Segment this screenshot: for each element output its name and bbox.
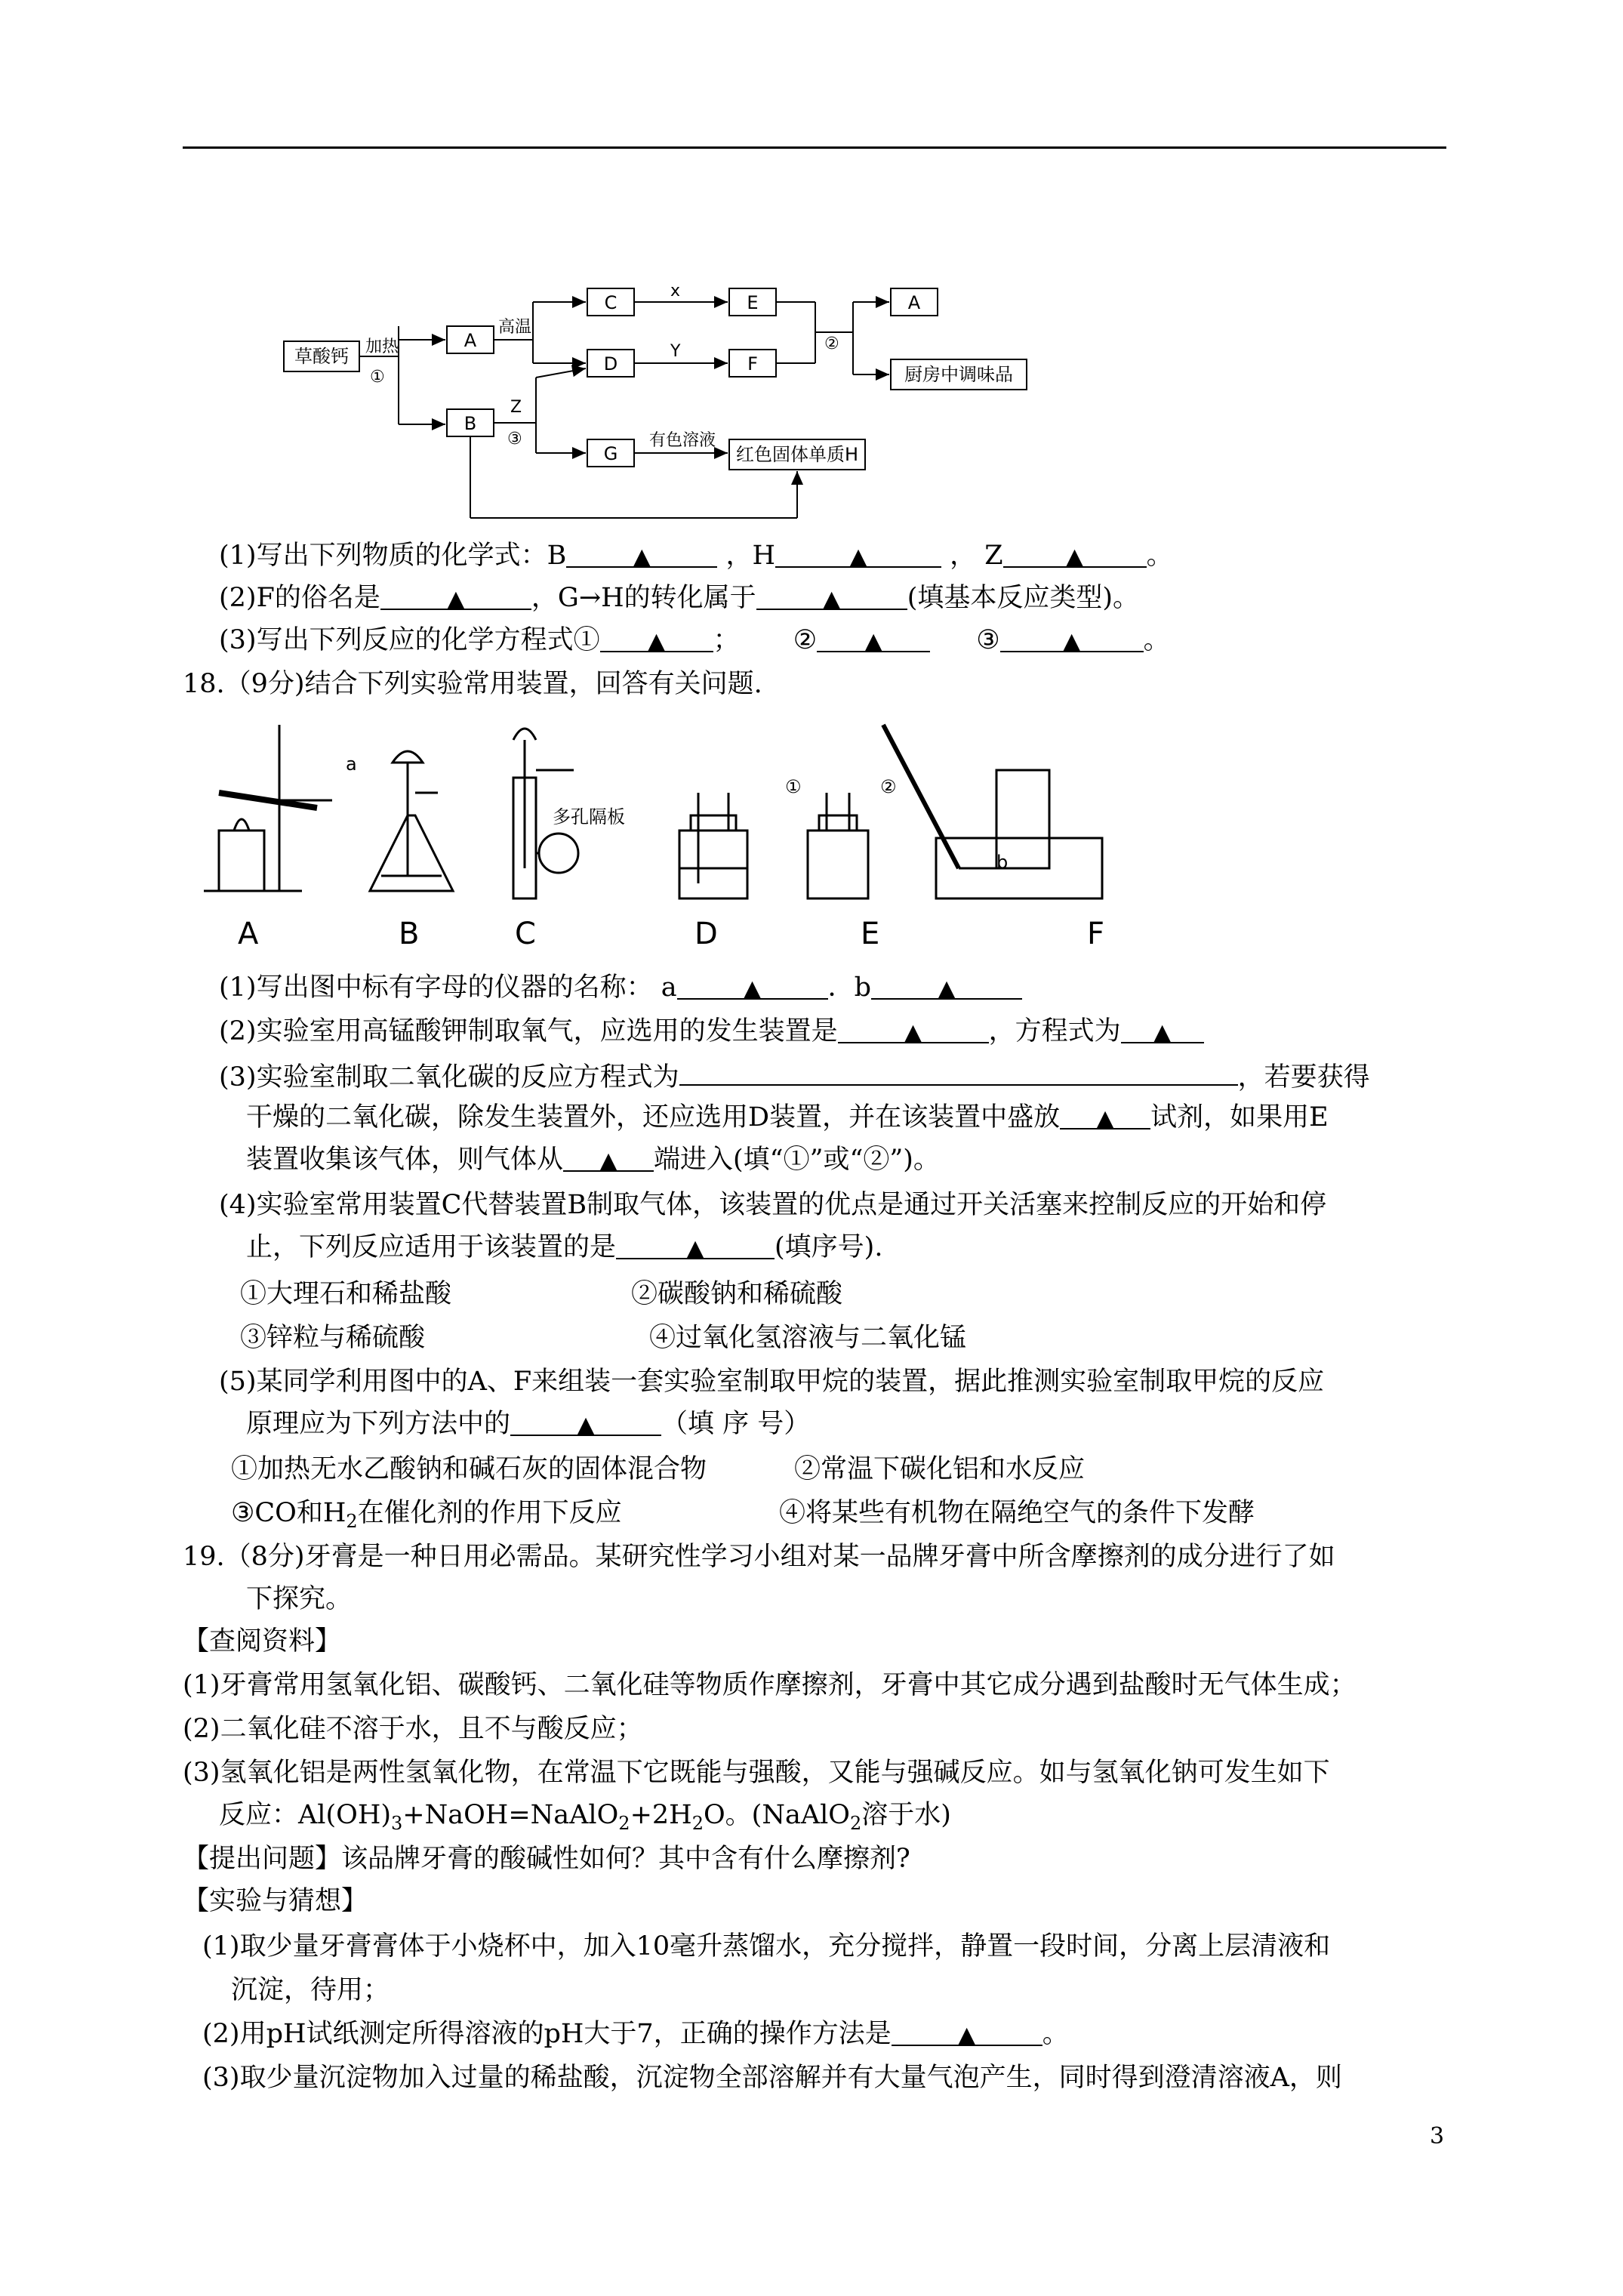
edge-y-label: Y xyxy=(670,342,681,361)
q19-ref1: (1)牙膏常用氢氧化铝、碳酸钙、二氧化硅等物质作摩擦剂，牙膏中其它成分遇到盐酸时无气体生成； xyxy=(183,1670,1357,1700)
answer-blank[interactable]: ▲ xyxy=(677,971,828,1000)
edge-colored-solution-label: 有色溶液 xyxy=(649,431,716,450)
answer-blank[interactable]: ▲ xyxy=(1060,1101,1150,1130)
answer-blank[interactable]: ▲ xyxy=(892,2017,1042,2046)
q18-p4-line2: 止，下列反应适用于该装置的是 ▲ (填序号). xyxy=(246,1232,883,1262)
q19-ref2: (2)二氧化硅不溶于水，且不与酸反应； xyxy=(183,1714,643,1744)
apparatus-diagram xyxy=(189,717,1208,959)
q18-p2: (2)实验室用高锰酸钾制取氧气，应选用的发生装置是 ▲ ，方程式为 ▲ xyxy=(219,1015,1204,1048)
porous-plate-label: 多孔隔板 xyxy=(553,806,625,827)
q19-line2: 下探究。 xyxy=(246,1584,353,1614)
q18-p3-line2: 干燥的二氧化碳，除发生装置外，还应选用D装置，并在该装置中盛放 ▲ 试剂，如果用E xyxy=(246,1102,1329,1133)
edge-high-temp-label: 高温 xyxy=(498,318,532,337)
q18-p4-opt1: ①大理石和稀盐酸 xyxy=(240,1279,452,1309)
answer-blank[interactable]: ▲ xyxy=(838,1015,989,1043)
answer-blank[interactable]: ▲ xyxy=(600,624,713,652)
node-d-label: D xyxy=(603,353,618,374)
apparatus-e-label: E xyxy=(861,917,880,951)
q19-exp3: (3)取少量沉淀物加入过量的稀盐酸，沉淀物全部溶解并有大量气泡产生，同时得到澄清溶液A，则 xyxy=(202,2063,1342,2093)
q18-p5-line2: 原理应为下列方法中的 ▲ （填 序 号） xyxy=(246,1409,811,1439)
instrument-a-label: a xyxy=(346,754,357,775)
q17-line1: (1)写出下列物质的化学式：B ▲ ，H ▲ ， Z ▲ 。 xyxy=(219,541,1173,571)
edge-step1-label: ① xyxy=(370,368,385,387)
q18-p5-opt1: ①加热无水乙酸钠和碱石灰的固体混合物 xyxy=(231,1454,707,1484)
q18-title: 18.（9分)结合下列实验常用装置，回答有关问题. xyxy=(183,669,762,699)
node-kitchen-label: 厨房中调味品 xyxy=(904,364,1013,385)
q19-heading-experiment: 【实验与猜想】 xyxy=(183,1886,368,1916)
answer-blank[interactable]: ▲ xyxy=(1000,624,1144,652)
node-a-label: A xyxy=(463,330,477,351)
q18-p4-opt3: ③锌粒与稀硫酸 xyxy=(240,1323,426,1353)
q18-p3-line1: (3)实验室制取二氧化碳的反应方程式为 ，若要获得 xyxy=(219,1057,1370,1094)
q17-line2: (2)F的俗名是 ▲ ，G→H的转化属于 ▲ (填基本反应类型)。 xyxy=(219,583,1139,613)
q18-p5-opt3: ③CO和$H_2$在催化剂的作用下反应 xyxy=(231,1498,622,1532)
node-g-label: G xyxy=(603,443,618,464)
q18-p5-line1: (5)某同学利用图中的A、F来组装一套实验室制取甲烷的装置，据此推测实验室制取甲烷的反应 xyxy=(219,1367,1325,1397)
q19-question: 【提出问题】该品牌牙膏的酸碱性如何？其中含有什么摩擦剂? xyxy=(183,1844,910,1874)
answer-blank[interactable]: ▲ xyxy=(380,581,531,610)
answer-blank[interactable]: ▲ xyxy=(871,971,1022,1000)
answer-blank[interactable]: ▲ xyxy=(1121,1015,1204,1043)
node-a2-label: A xyxy=(907,292,921,313)
edge-z-label: Z xyxy=(510,398,522,417)
apparatus-f-label: F xyxy=(1087,917,1105,951)
answer-blank[interactable]: ▲ xyxy=(566,539,717,568)
q19-ref3: (3)氢氧化铝是两性氢氧化物，在常温下它既能与强酸，又能与强碱反应。如与氢氧化钠可发生如下 xyxy=(183,1758,1330,1788)
q19-line1: 19.（8分)牙膏是一种日用必需品。某研究性学习小组对某一品牌牙膏中所含摩擦剂的成分进行了如 xyxy=(183,1542,1335,1572)
flowchart-diagram xyxy=(279,279,1072,529)
node-c-label: C xyxy=(604,292,617,313)
q18-p1: (1)写出图中标有字母的仪器的名称： a ▲ ．b ▲ xyxy=(219,971,1022,1004)
node-e-label: E xyxy=(747,292,759,313)
q19-exp1-line2: 沉淀，待用； xyxy=(231,1975,390,2005)
port2-label: ② xyxy=(880,776,897,797)
q19-exp1-line1: (1)取少量牙膏膏体于小烧杯中，加入10毫升蒸馏水，充分搅拌，静置一段时间，分离上层清液和 xyxy=(202,1931,1331,1962)
answer-blank[interactable]: ▲ xyxy=(775,539,941,568)
apparatus-b-label: B xyxy=(399,917,420,951)
answer-blank[interactable]: ▲ xyxy=(1003,539,1147,568)
apparatus-d-label: D xyxy=(694,917,718,951)
q18-p5-opt2: ②常温下碳化铝和水反应 xyxy=(794,1454,1086,1484)
answer-blank[interactable]: ▲ xyxy=(616,1231,775,1259)
page-number: 3 xyxy=(1430,2123,1445,2150)
edge-x-label: x xyxy=(670,282,681,300)
answer-blank[interactable]: ▲ xyxy=(817,624,930,652)
answer-blank[interactable]: ▲ xyxy=(756,581,907,610)
instrument-b-label: b xyxy=(996,852,1009,873)
q18-p4-opt4: ④过氧化氢溶液与二氧化锰 xyxy=(649,1323,967,1353)
apparatus-a-label: A xyxy=(238,917,259,951)
q18-p5-opt4: ④将某些有机物在隔绝空气的条件下发酵 xyxy=(779,1498,1255,1528)
answer-blank[interactable] xyxy=(679,1057,1238,1086)
answer-blank[interactable]: ▲ xyxy=(510,1407,661,1436)
edge-step2-label: ② xyxy=(824,334,839,353)
apparatus-c-label: C xyxy=(515,917,536,951)
node-b-label: B xyxy=(463,413,477,434)
q18-p4-line1: (4)实验室常用装置C代替装置B制取气体，该装置的优点是通过开关活塞来控制反应的开始和停 xyxy=(219,1190,1327,1220)
node-start-label: 草酸钙 xyxy=(294,346,349,367)
q19-heading-references: 【查阅资料】 xyxy=(183,1626,342,1657)
q19-ref4: 反应：$Al(OH)_3+NaOH=NaAlO_2+2H_2O$。(NaAlO$_2$溶于水) xyxy=(219,1800,951,1834)
q18-p4-opt2: ②碳酸钠和稀硫酸 xyxy=(631,1279,843,1309)
q18-p3-line3: 装置收集该气体，则气体从 ▲ 端进入(填“①”或“②”)。 xyxy=(246,1145,940,1175)
q19-exp2: (2)用pH试纸测定所得溶液的pH大于7，正确的操作方法是 ▲ 。 xyxy=(202,2019,1069,2049)
q17-line3: (3)写出下列反应的化学方程式① ▲ ； ② ▲ ③ ▲ 。 xyxy=(219,625,1170,655)
edge-step3-label: ③ xyxy=(507,430,522,448)
port1-label: ① xyxy=(785,776,802,797)
node-f-label: F xyxy=(747,353,758,374)
header-rule xyxy=(183,146,1446,149)
node-h-label: 红色固体单质H xyxy=(735,444,859,465)
answer-blank[interactable]: ▲ xyxy=(563,1143,654,1172)
edge-heat-label: 加热 xyxy=(365,337,399,356)
